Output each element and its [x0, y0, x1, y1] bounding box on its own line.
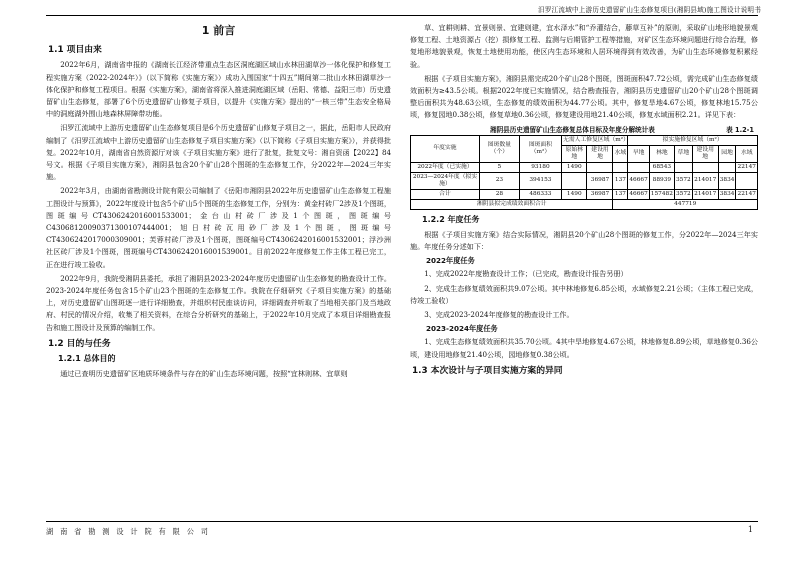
- subheading-2022: 2022年度任务: [426, 256, 475, 266]
- header-area: 图斑面积（m²）: [519, 135, 561, 162]
- table-cell: [628, 162, 649, 172]
- header-eng-construction: 建设用地: [692, 145, 718, 162]
- subheading-2023-2024: 2023-2024年度任务: [426, 324, 498, 334]
- right-column: [410, 22, 758, 380]
- header-eng-grass: 草地: [674, 145, 692, 162]
- header-natural-recovery: 无需人工修复区域（m²）: [562, 135, 628, 145]
- table-cell: 1490: [562, 189, 587, 199]
- table-cell: [562, 172, 587, 189]
- paragraph: 根据《子项目实施方案》结合实际情况，湘阴县20个矿山28个图斑的修复工作，分2022年—2024三年实施。年度任务分述如下：: [410, 229, 758, 252]
- table-cell: 486333: [519, 189, 561, 199]
- paragraph: 2022年6月，湖南省申报的《湖南长江经济带重点生态区洞庭湖区域山水林田湖草沙一体化保护和修复工程实施方案（2022-2024年）》（以下简称《实施方案》）成功入围国家“十四五”期间第二批山水林田湖草沙一体化保护和修复工程项目。根据《实施方案》，湖南省将深入推进洞庭湖区域（岳阳、常德、益阳三市）历史遗留矿山生态修复，部署了6个历史遗留矿山修复子项目，以提升《实施方案》提出的“一核三带”生态安全格局中的洞庭湖外围山地森林屏障带功能。: [46, 60, 391, 119]
- paragraph: 2022年9月，我院受湘阴县委托，承担了湘阴县2023-2024年度历史遗留矿山生态修复的勘查设计工作。2023-2024年度任务包含15个矿山23个图斑的生态修复工作。我院在仔细研究《子项目实施方案》的基础上，对历史遗留矿山图斑逐一进行详细勘查，并组织村民座谈访问，详细调查并听取了当地相关部门及当地政府、村民的情况介绍，收集了相关资料，在综合分析研究的基础上，于2022年10月完成了本项目详细勘查报告和施工图设计及预算的编制工作。: [46, 273, 391, 332]
- table-cell: 28: [479, 189, 519, 199]
- table-cell: 394153: [519, 172, 561, 189]
- list-item: 3、完成2023-2024年度修复的勘查设计工作。: [424, 310, 574, 320]
- header-nat-construction: 建设用地: [587, 145, 613, 162]
- table-cell: 3572: [674, 172, 692, 189]
- table-cell: [674, 162, 692, 172]
- paragraph: 根据《子项目实施方案》，湘阴县需完成20个矿山28个图斑，图斑面积47.72公顷，需完成矿山生态修复绩效面积为≥43.5公顷。根据2022年度已实施情况，结合勘查报告，湘阴县历史遗留矿山20个矿山28个图斑调整后面积共为48.63公顷，生态修复的绩效面积为44.77公顷。其中，修复旱地4.67公顷，修复林地15.75公顷，修复园地0.38公顷，修复草地0.36公顷，修复建设用地21.40公顷，修复水域面积2.21。详见下表：: [410, 73, 758, 120]
- table-cell: 88939: [649, 172, 674, 189]
- table-summary-row: [411, 199, 758, 209]
- table-row: [411, 162, 758, 172]
- summary-label: 湘阴县拟完成绩效面积合计: [411, 199, 613, 209]
- header-eng-water: 水域: [736, 145, 758, 162]
- row-label: 合计: [411, 189, 480, 199]
- list-item: 2、完成生态修复绩效面积共9.07公顷。其中林地修复6.85公顷，水域修复2.21公顷；（主体工程已完成，待竣工验收）: [410, 283, 758, 305]
- table-cell: 3834: [718, 189, 736, 199]
- table-cell: 22147: [736, 162, 758, 172]
- row-label: 2022年度（已实施）: [411, 162, 480, 172]
- table-cell: [613, 162, 628, 172]
- page-number: 1: [747, 525, 753, 534]
- paragraph: 2022年3月，由湖南省勘测设计院有限公司编制了《岳阳市湘阴县2022年历史遗留矿山生态修复工程施工图设计与预算》，2022年度设计包含5个矿山5个图斑的生态修复工作，分别为：黄金村砖厂2涉及1个图斑，图斑编号CT4306242016001533001；金台山村砖厂涉及1个图斑，图斑编号C43068120090371300107444001；旭日村砖瓦用砂厂涉及1个图斑，图斑编号CT4306242017000309001；芙蓉村砖厂涉及1个图斑，图斑编号CT4306242016001532001；浮沙洲社区砖厂涉及1个图斑，图斑编号CT4306242016001539001。目前2022年度修复工作主体工程已完工，正在进行竣工验收。: [46, 186, 391, 269]
- table-cell: 3834: [718, 172, 736, 189]
- table-cell: 157482: [649, 189, 674, 199]
- restoration-target-table: [410, 135, 758, 210]
- header-eng-garden: 园地: [718, 145, 736, 162]
- table-cell: 22147: [736, 189, 758, 199]
- summary-value: 447719: [613, 199, 758, 209]
- table-cell: [692, 162, 718, 172]
- section-heading-1-2-2: 1.2.2 年度任务: [422, 214, 480, 224]
- header-eng-forest: 林地: [649, 145, 674, 162]
- left-column: [46, 22, 391, 382]
- table-cell: 46667: [628, 172, 649, 189]
- paragraph: 汨罗江流域中上游历史遗留矿山生态修复项目是6个历史遗留矿山修复子项目之一，据此，岳阳市人民政府编制了《汨罗江流域中上游历史遗留矿山生态修复子项目实施方案》（以下简称《子项目实施方案》），并获得批复。2022年10月，湖南省自然资源厅对该《子项目实施方案》进行了批复，批复文号：湘自资函【2022】84号文。根据《子项目实施方案》，湘阴县包含20个矿山28个图斑的生态修复工作，分2022年—2024三年实施。: [46, 123, 392, 182]
- table-cell: 137: [613, 189, 628, 199]
- table-cell: 214017: [692, 189, 718, 199]
- footer-rule: [46, 521, 758, 522]
- table-cell: 93180: [519, 162, 561, 172]
- header-nat-water: 水域: [613, 145, 628, 162]
- section-heading-1-2: 1.2 目的与任务: [48, 338, 111, 349]
- table-cell: [587, 162, 613, 172]
- table-number: 表 1.2-1: [726, 125, 754, 134]
- table-row: [411, 172, 758, 189]
- table-caption: [410, 124, 758, 135]
- list-item: 1、完成生态修复绩效面积共35.70公顷。4其中旱地修复4.67公顷，林地修复8.89公顷，草地修复0.36公顷，建设用地修复21.40公顷，园地修复0.38公顷。: [410, 337, 758, 359]
- table-cell: 36987: [587, 189, 613, 199]
- table-cell: 68543: [649, 162, 674, 172]
- header-eng-dryland: 旱地: [628, 145, 649, 162]
- table-cell: [736, 172, 758, 189]
- table-cell: 23: [479, 172, 519, 189]
- chapter-title: 1 前言: [201, 24, 236, 37]
- section-heading-1-3: 1.3 本次设计与子项目实施方案的异同: [412, 365, 563, 376]
- table-cell: 3572: [674, 189, 692, 199]
- header-spots: 图斑数量（个）: [479, 135, 519, 162]
- header-year: 年度实施: [411, 135, 480, 162]
- table-cell: 214017: [692, 172, 718, 189]
- section-heading-1-1: 1.1 项目由来: [48, 45, 102, 56]
- table-row: [411, 189, 758, 199]
- header-rule: [46, 15, 758, 16]
- section-heading-1-2-1: 1.2.1 总体目的: [58, 354, 116, 364]
- table-cell: 1490: [562, 162, 587, 172]
- table-cell: [718, 162, 736, 172]
- header-nat-forest: 原始林地: [562, 145, 587, 162]
- table-cell: 36987: [587, 172, 613, 189]
- table-title: 湘阴县历史遗留矿山生态修复总体目标及年度分解统计表: [490, 125, 655, 134]
- page-header: 汨罗江流域中上游历史遗留矿山生态修复项目(湘阴县域)施工图设计说明书: [538, 6, 761, 14]
- paragraph: 通过已查明历史遗留矿区地质环境条件与存在的矿山生态环境问题，按照“宜林则林、宜草则: [60, 369, 348, 379]
- table-cell: 5: [479, 162, 519, 172]
- table-cell: 137: [613, 172, 628, 189]
- table-cell: 46667: [628, 189, 649, 199]
- list-item: 1、完成2022年度勘查设计工作；（已完成，勘查设计报告另册）: [424, 269, 628, 279]
- header-engineering-recovery: 拟实施修复区域（m²）: [628, 135, 758, 145]
- paragraph: 草、宜耕则耕、宜景则景、宜建则建，宜水泽水”和“乔灌结合，藤草互补”的原则，采取矿山地形地貌景观修复工程、土地资源占（挖）损修复工程、监测与后期管护工程等措施，对矿区生态环境问题进行综合治理，修复地形地貌景观，恢复土地使用功能，使区内生态环境和人居环境得到有效改善，为矿山生态环境修复积累经验。: [410, 23, 758, 69]
- row-label: 2023—2024年度（拟实施）: [411, 172, 480, 189]
- footer-org: 湖 南 省 勘 测 设 计 院 有 限 公 司: [46, 527, 211, 536]
